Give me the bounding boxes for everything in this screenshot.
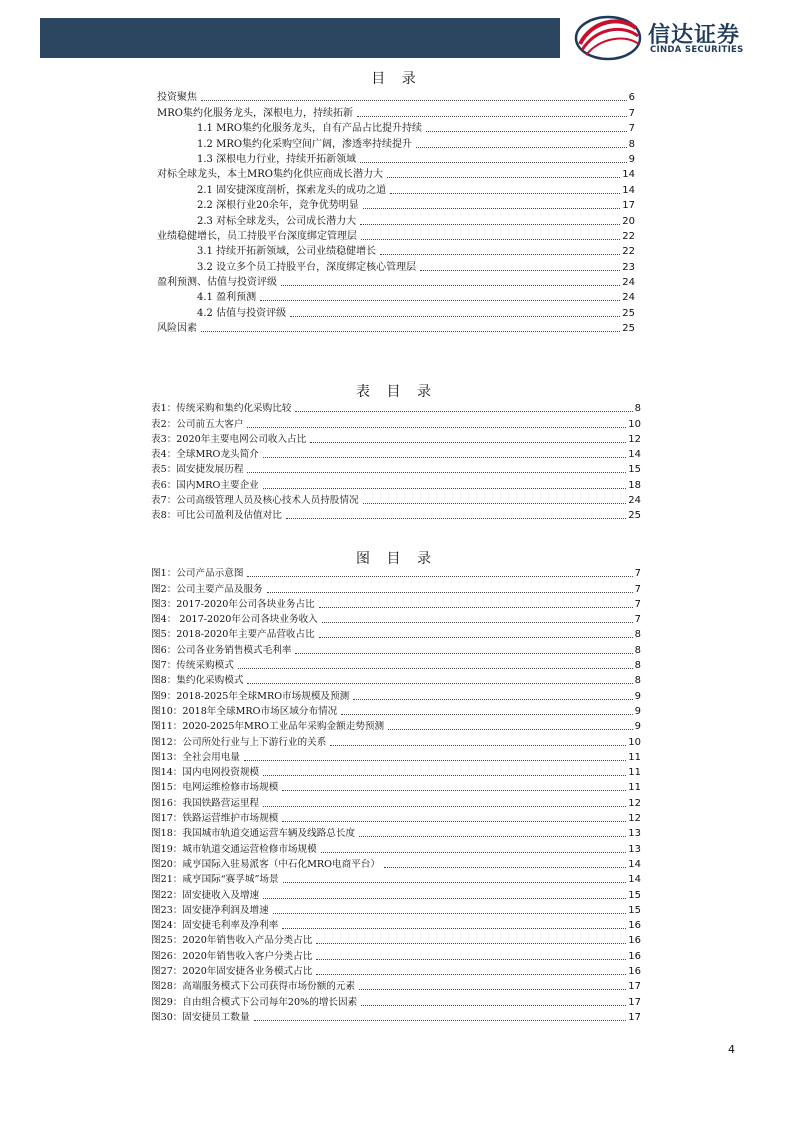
leader-dots xyxy=(295,410,632,412)
table-entry-label: 表2：公司前五大客户 xyxy=(151,418,244,430)
figure-entry-label: 图21：咸亨国际“赛孚城”场景 xyxy=(151,874,279,886)
figure-entry[interactable] xyxy=(151,749,641,764)
leader-dots xyxy=(341,713,632,715)
toc-entry[interactable] xyxy=(157,243,635,258)
toc-entry-page: 22 xyxy=(622,246,635,258)
figure-entry[interactable] xyxy=(151,978,641,993)
figure-entry[interactable] xyxy=(151,764,641,779)
table-entry-page: 15 xyxy=(628,464,641,476)
figure-entry-label: 图6：公司各业务销售模式毛利率 xyxy=(151,644,292,656)
figure-entry[interactable] xyxy=(151,596,641,611)
toc-entry[interactable] xyxy=(157,289,635,304)
leader-dots xyxy=(247,682,632,684)
figure-entry[interactable] xyxy=(151,565,641,580)
figure-entry[interactable] xyxy=(151,810,641,825)
leader-dots xyxy=(290,315,620,317)
figure-entry-label: 图17：铁路运营维护市场规模 xyxy=(151,813,279,825)
figure-entry-label: 图7：传统采购模式 xyxy=(151,660,234,672)
toc-entry[interactable] xyxy=(157,304,635,319)
figure-entry[interactable] xyxy=(151,733,641,748)
figure-entry-page: 8 xyxy=(634,644,641,656)
figure-entry[interactable] xyxy=(151,840,641,855)
figure-entry-page: 9 xyxy=(634,705,641,717)
figure-entry-page: 11 xyxy=(628,767,641,779)
cinda-logo xyxy=(572,14,772,62)
leader-dots xyxy=(283,881,627,883)
toc-entry-label: 2.3 对标全球龙头，公司成长潜力大 xyxy=(197,215,357,227)
figure-entry-label: 图24：固安捷毛利率及净利率 xyxy=(151,920,279,932)
figure-entry-label: 图10：2018年全球MRO市场区域分布情况 xyxy=(151,705,338,717)
leader-dots xyxy=(360,161,627,163)
toc-entry[interactable] xyxy=(157,228,635,243)
figure-entry-label: 图30：固安捷员工数量 xyxy=(151,1011,250,1023)
figure-entry-page: 16 xyxy=(628,920,641,932)
figure-entry-page: 17 xyxy=(628,996,641,1008)
leader-dots xyxy=(361,238,620,240)
toc-entry-page: 20 xyxy=(622,215,635,227)
figure-entry-page: 8 xyxy=(634,629,641,641)
figure-entry-page: 14 xyxy=(628,858,641,870)
figure-entry-label: 图4： 2017-2020年公司各块业务收入 xyxy=(151,614,318,626)
figure-entry-page: 11 xyxy=(628,782,641,794)
figure-entry[interactable] xyxy=(151,886,641,901)
leader-dots xyxy=(390,192,620,194)
toc-entry-page: 24 xyxy=(622,277,635,289)
figure-entry[interactable] xyxy=(151,718,641,733)
toc-entry-page: 23 xyxy=(622,261,635,273)
table-entry-page: 10 xyxy=(628,418,641,430)
toc-entry-label: 1.2 MRO集约化采购空间广阔，渗透率持续提升 xyxy=(197,138,413,150)
figures-list xyxy=(151,565,641,1024)
toc-entry-label: 风险因素 xyxy=(157,323,197,335)
toc-entry-page: 17 xyxy=(622,200,635,212)
leader-dots xyxy=(322,621,633,623)
leader-dots xyxy=(321,851,627,853)
leader-dots xyxy=(295,652,632,654)
figure-entry-page: 7 xyxy=(634,614,641,626)
figure-entry-label: 图22：固安捷收入及增速 xyxy=(151,889,260,901)
toc-entry[interactable] xyxy=(157,197,635,212)
leader-dots xyxy=(247,575,632,577)
table-entry[interactable] xyxy=(151,507,641,522)
toc-entry[interactable] xyxy=(157,274,635,289)
toc-entry[interactable] xyxy=(157,104,635,119)
figure-entry-page: 7 xyxy=(634,598,641,610)
leader-dots xyxy=(263,487,627,489)
figure-entry-label: 图11：2020-2025年MRO工业品年采购金额走势预测 xyxy=(151,721,385,733)
toc-entry-page: 14 xyxy=(622,169,635,181)
table-entry-page: 12 xyxy=(628,433,641,445)
toc-entry[interactable] xyxy=(157,258,635,273)
leader-dots xyxy=(420,269,620,271)
figure-entry-page: 16 xyxy=(628,935,641,947)
figure-entry-page: 8 xyxy=(634,660,641,672)
table-entry[interactable] xyxy=(151,415,641,430)
figure-entry-label: 图1：公司产品示意图 xyxy=(151,568,244,580)
leader-dots xyxy=(363,207,620,209)
leader-dots xyxy=(282,927,626,929)
toc-entry-label: 3.1 持续开拓新领域，公司业绩稳健增长 xyxy=(197,246,377,258)
tables-title: 表 目 录 xyxy=(356,384,437,400)
leader-dots xyxy=(201,99,627,101)
figure-entry[interactable] xyxy=(151,947,641,962)
table-entry-label: 表4：全球MRO龙头简介 xyxy=(151,449,259,461)
table-entry[interactable] xyxy=(151,492,641,507)
leader-dots xyxy=(286,517,626,519)
figure-entry[interactable] xyxy=(151,794,641,809)
toc-entry-label: MRO集约化服务龙头，深根电力，持续拓新 xyxy=(157,107,353,119)
figure-entry[interactable] xyxy=(151,932,641,947)
leader-dots xyxy=(281,284,620,286)
leader-dots xyxy=(316,942,626,944)
figure-entry-page: 12 xyxy=(628,797,641,809)
figures-title: 图 目 录 xyxy=(356,551,437,567)
table-entry[interactable] xyxy=(151,461,641,476)
figure-entry-page: 16 xyxy=(628,950,641,962)
leader-dots xyxy=(263,774,626,776)
figure-entry[interactable] xyxy=(151,1009,641,1024)
figure-entry-label: 图12：公司所处行业与上下游行业的关系 xyxy=(151,736,327,748)
figure-entry-label: 图8：集约化采购模式 xyxy=(151,675,244,687)
page-number: 4 xyxy=(728,1043,735,1056)
table-entry-page: 25 xyxy=(628,510,641,522)
table-entry-page: 14 xyxy=(628,449,641,461)
table-entry-label: 表3：2020年主要电网公司收入占比 xyxy=(151,433,307,445)
toc-entry-page: 7 xyxy=(628,107,635,119)
figure-entry-label: 图26：2020年销售收入客户分类占比 xyxy=(151,950,313,962)
toc-entry-page: 7 xyxy=(628,123,635,135)
figure-entry-label: 图15：电网运维检修市场规模 xyxy=(151,782,279,794)
leader-dots xyxy=(254,1019,627,1021)
figure-entry-page: 17 xyxy=(628,981,641,993)
toc-entry-page: 24 xyxy=(622,292,635,304)
leader-dots xyxy=(416,146,627,148)
figure-entry-page: 10 xyxy=(628,736,641,748)
toc-entry-page: 25 xyxy=(622,323,635,335)
figure-entry-label: 图25：2020年销售收入产品分类占比 xyxy=(151,935,313,947)
toc-entry-page: 9 xyxy=(628,153,635,165)
toc-entry[interactable] xyxy=(157,151,635,166)
leader-dots xyxy=(359,835,626,837)
leader-dots xyxy=(282,789,626,791)
table-entry-label: 表6：国内MRO主要企业 xyxy=(151,479,259,491)
figure-entry-page: 16 xyxy=(628,966,641,978)
toc-entry-page: 22 xyxy=(622,230,635,242)
figure-entry-label: 图19：城市轨道交通运营检修市场规模 xyxy=(151,843,317,855)
table-entry-page: 18 xyxy=(628,479,641,491)
figure-entry[interactable] xyxy=(151,902,641,917)
leader-dots xyxy=(238,667,633,669)
figure-entry[interactable] xyxy=(151,856,641,871)
figure-entry[interactable] xyxy=(151,871,641,886)
contents-list xyxy=(157,89,635,335)
leader-dots xyxy=(263,456,627,458)
toc-entry-label: 业绩稳健增长，员工持股平台深度绑定管理层 xyxy=(157,230,357,242)
toc-entry[interactable] xyxy=(157,89,635,104)
leader-dots xyxy=(201,330,620,332)
leader-dots xyxy=(310,441,626,443)
figure-entry[interactable] xyxy=(151,580,641,595)
figure-entry[interactable] xyxy=(151,611,641,626)
figure-entry-label: 图14：国内电网投资规模 xyxy=(151,767,260,779)
table-entry-label: 表1：传统采购和集约化采购比较 xyxy=(151,403,292,415)
leader-dots xyxy=(426,130,627,132)
figure-entry[interactable] xyxy=(151,672,641,687)
figure-entry-label: 图5：2018-2020年主要产品营收占比 xyxy=(151,629,315,641)
toc-entry-label: 4.2 估值与投资评级 xyxy=(197,307,287,319)
toc-entry[interactable] xyxy=(157,212,635,227)
leader-dots xyxy=(361,1004,626,1006)
leader-dots xyxy=(319,606,633,608)
figure-entry-label: 图13：全社会用电量 xyxy=(151,751,240,763)
figure-entry-label: 图9：2018-2025年全球MRO市场规模及预测 xyxy=(151,690,350,702)
leader-dots xyxy=(319,636,633,638)
leader-dots xyxy=(380,253,620,255)
table-entry[interactable] xyxy=(151,431,641,446)
figure-entry-page: 9 xyxy=(634,690,641,702)
leader-dots xyxy=(273,912,627,914)
toc-entry[interactable] xyxy=(157,120,635,135)
toc-entry-page: 8 xyxy=(628,138,635,150)
toc-entry-label: 投资聚焦 xyxy=(157,92,197,104)
figure-entry-page: 11 xyxy=(628,751,641,763)
figure-entry[interactable] xyxy=(151,687,641,702)
leader-dots xyxy=(260,299,620,301)
figure-entry-label: 图29：自由组合模式下公司每年20%的增长因素 xyxy=(151,996,358,1008)
figure-entry-page: 15 xyxy=(628,904,641,916)
toc-entry-label: 2.2 深根行业20余年，竞争优势明显 xyxy=(197,200,359,212)
leader-dots xyxy=(263,897,626,899)
figure-entry-label: 图23：固安捷净利润及增速 xyxy=(151,904,269,916)
table-entry-label: 表8：可比公司盈利及估值对比 xyxy=(151,510,282,522)
figure-entry[interactable] xyxy=(151,641,641,656)
table-entry-label: 表5：固安捷发展历程 xyxy=(151,464,244,476)
figure-entry-label: 图2：公司主要产品及服务 xyxy=(151,583,263,595)
leader-dots xyxy=(330,744,626,746)
table-entry-label: 表7：公司高级管理人员及核心技术人员持股情况 xyxy=(151,495,359,507)
leader-dots xyxy=(247,471,626,473)
toc-entry-label: 1.1 MRO集约化服务龙头，自有产品占比提升持续 xyxy=(197,123,423,135)
figure-entry-page: 14 xyxy=(628,874,641,886)
header-bar xyxy=(40,18,560,58)
figure-entry-page: 7 xyxy=(634,568,641,580)
table-entry-page: 24 xyxy=(628,495,641,507)
figure-entry-label: 图20：咸亨国际入驻易派客（中石化MRO电商平台） xyxy=(151,858,380,870)
figure-entry[interactable] xyxy=(151,993,641,1008)
figure-entry[interactable] xyxy=(151,626,641,641)
logo-english-text: CINDA SECURITIES xyxy=(650,45,744,55)
figure-entry[interactable] xyxy=(151,917,641,932)
leader-dots xyxy=(387,176,620,178)
toc-entry-page: 25 xyxy=(622,307,635,319)
leader-dots xyxy=(282,820,626,822)
toc-entry[interactable] xyxy=(157,181,635,196)
toc-entry-label: 4.1 盈利预测 xyxy=(197,292,257,304)
table-entry[interactable] xyxy=(151,446,641,461)
figure-entry-page: 13 xyxy=(628,843,641,855)
toc-entry-label: 3.2 设立多个员工持股平台，深度绑定核心管理层 xyxy=(197,261,417,273)
figure-entry-page: 8 xyxy=(634,675,641,687)
figure-entry-page: 13 xyxy=(628,828,641,840)
table-entry-page: 8 xyxy=(634,403,641,415)
figure-entry-label: 图27：2020年固安捷各业务模式占比 xyxy=(151,966,313,978)
toc-entry[interactable] xyxy=(157,320,635,335)
table-entry[interactable] xyxy=(151,400,641,415)
contents-title: 目 录 xyxy=(371,71,422,87)
tables-list xyxy=(151,400,641,522)
figure-entry-page: 12 xyxy=(628,813,641,825)
leader-dots xyxy=(359,988,626,990)
leader-dots xyxy=(353,698,632,700)
figure-entry[interactable] xyxy=(151,703,641,718)
figure-entry-page: 17 xyxy=(628,1011,641,1023)
leader-dots xyxy=(316,958,626,960)
figure-entry-label: 图28：高端服务模式下公司获得市场份额的元素 xyxy=(151,981,356,993)
leader-dots xyxy=(244,759,626,761)
toc-entry-page: 14 xyxy=(622,184,635,196)
leader-dots xyxy=(357,115,627,117)
cinda-logo-icon xyxy=(572,14,642,62)
toc-entry[interactable] xyxy=(157,135,635,150)
figure-entry-page: 9 xyxy=(634,721,641,733)
leader-dots xyxy=(384,866,626,868)
toc-entry-label: 2.1 固安捷深度剖析，探索龙头的成功之道 xyxy=(197,184,387,196)
figure-entry-label: 图3：2017-2020年公司各块业务占比 xyxy=(151,598,315,610)
leader-dots xyxy=(267,591,633,593)
figure-entry[interactable] xyxy=(151,779,641,794)
toc-entry-label: 对标全球龙头，本土MRO集约化供应商成长潜力大 xyxy=(157,169,383,181)
logo-chinese-text: 信达证券 xyxy=(648,23,741,48)
toc-entry-page: 6 xyxy=(628,92,635,104)
figure-entry-page: 15 xyxy=(628,889,641,901)
leader-dots xyxy=(316,973,626,975)
figure-entry[interactable] xyxy=(151,963,641,978)
toc-entry[interactable] xyxy=(157,166,635,181)
leader-dots xyxy=(360,223,620,225)
figure-entry-label: 图18：我国城市轨道交通运营车辆及线路总长度 xyxy=(151,828,356,840)
leader-dots xyxy=(363,502,627,504)
toc-entry-label: 盈利预测、估值与投资评级 xyxy=(157,277,277,289)
leader-dots xyxy=(263,805,626,807)
figure-entry-label: 图16：我国铁路营运里程 xyxy=(151,797,260,809)
leader-dots xyxy=(247,426,626,428)
figure-entry[interactable] xyxy=(151,825,641,840)
figure-entry-page: 7 xyxy=(634,583,641,595)
figure-entry[interactable] xyxy=(151,657,641,672)
table-entry[interactable] xyxy=(151,476,641,491)
leader-dots xyxy=(388,728,633,730)
toc-entry-label: 1.3 深根电力行业，持续开拓新领域 xyxy=(197,153,357,165)
